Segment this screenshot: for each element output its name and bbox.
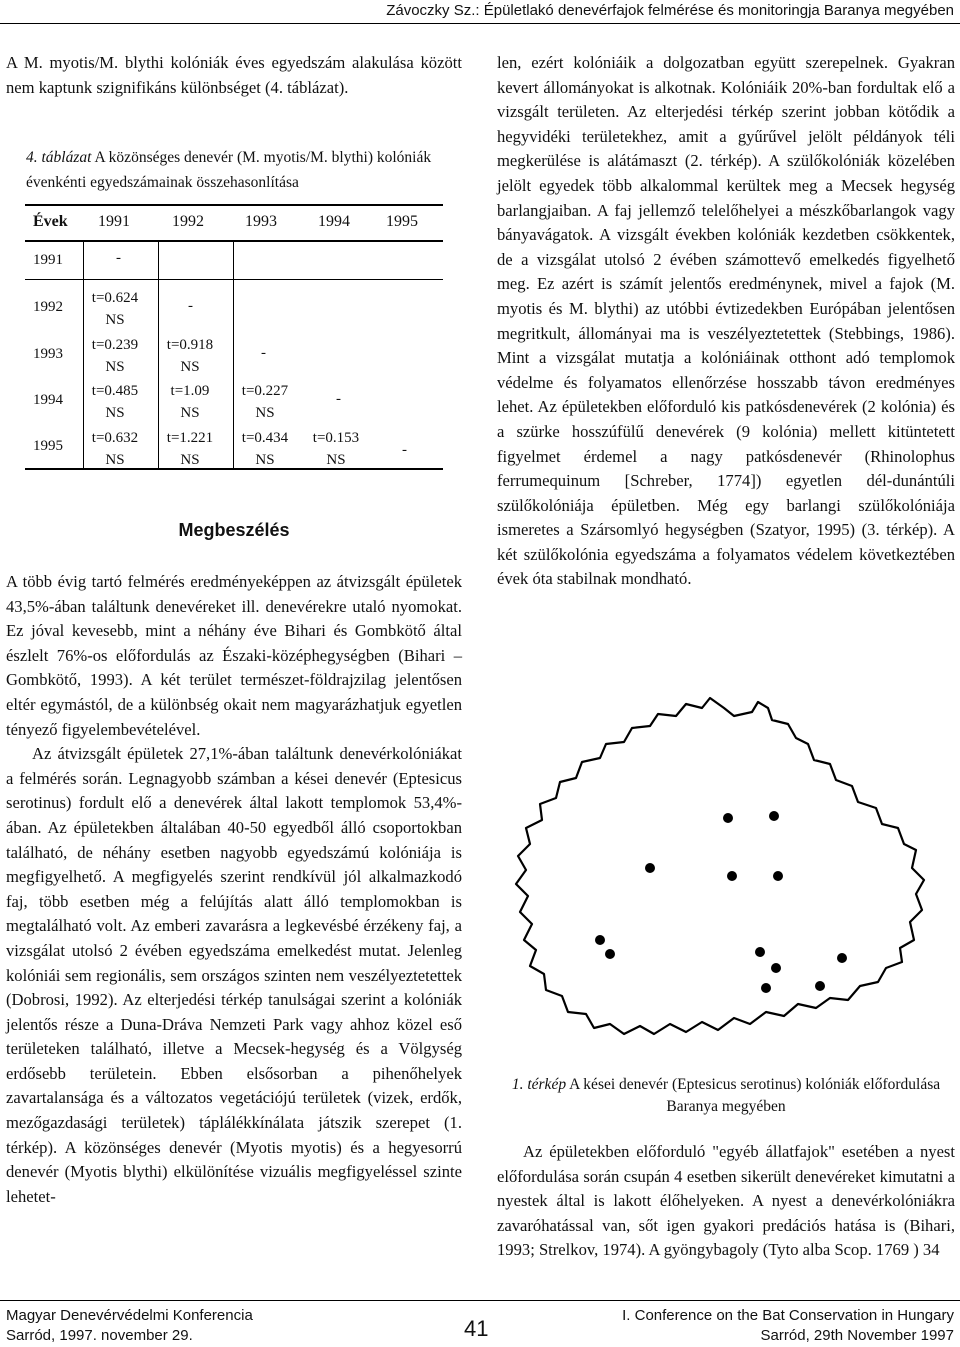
header-rule xyxy=(0,23,960,24)
table-cell: t=1.09 NS xyxy=(170,383,210,421)
colony-dot xyxy=(771,963,781,973)
table-cell: t=0.624 NS xyxy=(91,290,139,328)
footer-rule xyxy=(0,1300,960,1301)
table-rule-top xyxy=(25,204,443,206)
map-caption-number: 1. térkép xyxy=(511,1076,567,1093)
page-number: 41 xyxy=(464,1316,489,1341)
table-rule-header xyxy=(25,240,443,242)
table-row-label: 1991 xyxy=(33,252,63,268)
table-caption-number: 4. táblázat xyxy=(26,149,92,166)
colony-dot xyxy=(645,863,655,873)
table-caption xyxy=(26,146,456,195)
table-cell: t=0.153 NS xyxy=(312,430,360,468)
map-caption-text: A kései denevér (Eptesicus serotinus) kolóniák előfordulása Baranya megyében xyxy=(566,1076,941,1115)
table-cell: - xyxy=(402,442,407,458)
conference-name-hu: Magyar Denevérvédelmi Konferencia xyxy=(6,1307,253,1324)
table-year-header: 1991 xyxy=(98,213,130,230)
paragraph: Az épületekben előforduló "egyéb állatfajok" esetében a nyest előfordulása során csupán 4 esetben sikerült denevéreket kimutatni a nyestek által is lakott élőhelyeken. A nyest a denevérkolóniákra zavaróhatással van, sőt igen gyakori predációs hatása is (Bihari, 1993; Strelkov, 1974). A gyöngybagoly (Tyto alba Scop. 1769 ) 34 xyxy=(497,1142,955,1260)
right-bottom-text xyxy=(497,1140,955,1263)
conference-name-en: I. Conference on the Bat Conservation in Hungary xyxy=(622,1307,954,1324)
table-row-label: 1994 xyxy=(33,392,63,408)
table-caption-text: A közönséges denevér (M. myotis/M. blythi) kolóniák évenkénti egyedszámainak összehasonlítása xyxy=(26,149,432,191)
table-row-label: 1993 xyxy=(33,346,63,362)
table-cell: - xyxy=(188,298,193,314)
table-cell: - xyxy=(336,391,341,407)
table-vline-1 xyxy=(83,240,84,469)
table-cell: t=0.918 NS xyxy=(166,337,214,375)
table-year-header: 1994 xyxy=(318,213,350,230)
intro-paragraph: A M. myotis/M. blythi kolóniák éves egyedszám alakulása között nem kaptunk szignifikáns különbséget (4. táblázat). xyxy=(6,53,462,97)
colony-dot xyxy=(755,947,765,957)
table-row-label: 1992 xyxy=(33,299,63,315)
conference-date-en: Sarród, 29th November 1997 xyxy=(760,1327,954,1344)
footer-left xyxy=(6,1306,253,1346)
county-outline xyxy=(516,698,924,1034)
table-year-header: 1993 xyxy=(245,213,277,230)
table-row-label: 1995 xyxy=(33,438,63,454)
colony-dot xyxy=(837,953,847,963)
distribution-map xyxy=(496,690,958,1060)
colony-dot xyxy=(769,811,779,821)
paragraph: Az átvizsgált épületek 27,1%-ában találtunk denevérkolóniákat a felmérés során. Legnagyobb számban a kései denevér (Eptesicus serotinus) fordult elő a denevérek által lakott templomok 53,4%-ában. Az épületekben általában 40-50 egyedből álló csoportokban található, de néhány esetben nagyobb egyedszámú kolóniája is megfigyelhető. A megfigyelés szerint rendkívül jól alkalmazkodó faj, több esetben még a felújítás alatt álló templomokban is megtalálható volt. Az emberi zavarásra a legkevésbé érzékeny faj, a vizsgálat utolsó 2 évében egyedszáma emelkedést mutat. Jelenleg kolóniái sem regionális, sem országos szinten nem veszélyeztetettek (Dobrosi, 1992). Az elterjedési térkép tanulságai szerint a kolóniák jelentős része a Duna-Dráva Nemzeti Park vagy ahhoz közel eső területeken található, illetve a Mecsek-hegység és a Völgység erdősebb területein. Ebben elsősorban a pihenőhelyek zavartalansága és a változatos vegetációjú területek (vizek, erdők, mezőgazdasági területek) táplálékkínálata játszik szerepet (1. térkép). A közönséges denevér (Myotis myotis) és a hegyesorrú denevér (Myotis blythi) elkülönítése vizuális megfigyeléssel szinte lehetet- xyxy=(6,744,462,1206)
discussion-text xyxy=(6,570,462,1209)
table-cell: t=0.485 NS xyxy=(91,383,139,421)
table-cell: - xyxy=(116,250,121,266)
table-vline-3 xyxy=(233,240,234,469)
colony-points xyxy=(595,811,847,993)
table-cell: t=0.239 NS xyxy=(91,337,139,375)
running-header xyxy=(0,2,960,19)
table-cell: t=0.434 NS xyxy=(241,430,289,468)
table-year-header: 1995 xyxy=(386,213,418,230)
table-vline-2 xyxy=(158,240,159,469)
table-cell: - xyxy=(261,345,266,361)
colony-dot xyxy=(773,871,783,881)
section-heading: Megbeszélés xyxy=(178,520,290,540)
footer-right xyxy=(622,1306,954,1346)
colony-dot xyxy=(605,949,615,959)
table-cell: t=1.221 NS xyxy=(166,430,214,468)
colony-dot xyxy=(761,983,771,993)
right-column-text: len, ezért kolóniáik a dolgozatban együtt szerepelnek. Gyakran kevert állományokat is alkotnak. Kolóniáik 20%-ban fordultak elő a vizsgált területen. Az elterjedési térkép szerint jobban kötődik a hegyvidéki területekhez, amit a gyűrűvel jelölt példányok téli megkerülése is alátámaszt (2. térkép). A szülőkolóniák közelében jelölt egyedek több alkalommal kerültek meg a Mecsek hegység barlangjaiban. A faj jellemző telelőhelyei a mészkőbarlangok vagy bányavágatok. A vizsgált években kolóniák kezdetben csökkentek, de a vizsgálat utolsó 2 évében számottevő emelkedés figyelhető meg. Ez azért is számít jelentős eredménynek, mivel a fajok (M. myotis és M. blythi) az utóbbi évtizedekben Európában jelentősen megritkult, állományai ma is veszélyeztetettek (Stebbings, 1986). Mint a vizsgálat mutatja a kolóniáinak otthont adó templomok védelme és folyamatos ellenőrzése hosszabb távon eredményes lehet. Az épületekben előforduló kis patkósdenevérek (2 kolónia) és a szürke hosszúfülű denevérek (9 kolónia) mellett kitüntetett figyelmet érdemel a nagy patkósdenevér (Rhinolophus ferrumequinum [Schreber, 1774]) egyetlen dél-dunántúli szülőkolóniája épületben. Még egy barlangi szülőkolóniája ismeretes a Szársomlyó hegységben (Szatyor, 1995) (3. térkép). A két szülőkolónia egyedszáma a folyamatos védelem következtében évek óta stabilnak mondható. xyxy=(497,53,955,589)
colony-dot xyxy=(727,871,737,881)
map-caption xyxy=(497,1074,955,1118)
colony-dot xyxy=(595,935,605,945)
running-title: Závoczky Sz.: Épületlakó denevérfajok felmérése és monitoringja Baranya megyében xyxy=(386,2,954,19)
paragraph: A több évig tartó felmérés eredményeképpen az átvizsgált épületek 43,5%-ában találtunk denevéreket ill. denevérekre utaló nyomokat. Ez jóval kevesebb, mint a néhány éve Bihari és Gombkötő által észlelt 76%-os előfordulás az Északi-középhegységben (Bihari – Gombkötő, 1993). A két terület természet-földrajzilag jelentősen eltér egymástól, de a különbség okait nem magyarázhatjuk egyetlen tényező figyelembevételével. xyxy=(6,572,462,739)
table-corner: Évek xyxy=(33,213,68,230)
table-year-header: 1992 xyxy=(172,213,204,230)
colony-dot xyxy=(815,981,825,991)
colony-dot xyxy=(723,813,733,823)
table-cell: t=0.227 NS xyxy=(241,383,289,421)
table-cell: t=0.632 NS xyxy=(91,430,139,468)
conference-date-hu: Sarród, 1997. november 29. xyxy=(6,1327,193,1344)
table-rule-1991 xyxy=(25,279,443,280)
